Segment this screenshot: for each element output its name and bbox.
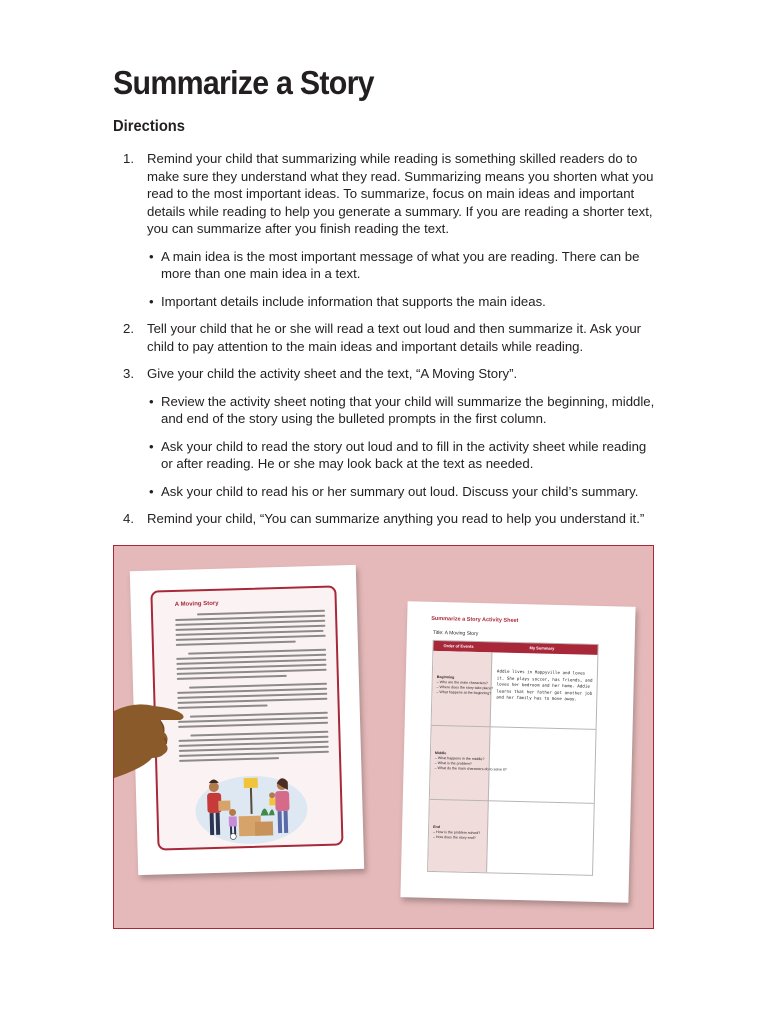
bullet-item [147,248,658,283]
prompt-line: – How does the story end? [432,834,476,840]
activity-sheet [400,601,635,902]
prompt-line: – How is the problem solved? [432,829,481,836]
pointing-hand-illustration [114,696,194,786]
text-line [178,722,328,728]
sheet-text-name: Title: A Moving Story [432,629,479,637]
prompt-line: – What do the main characters do to solve it? [434,765,507,772]
bullet-glyph: • [149,393,154,409]
text-line [179,751,329,757]
family-illustration [191,770,311,845]
bullet-text: A main idea is the most important message of what you are reading. There can be more than one main idea in a text. [161,248,640,281]
bullet-item [147,483,658,501]
step-text: Remind your child, “You can summarize anything you read to help you understand it.” [147,511,645,526]
bullet-glyph: • [149,248,154,264]
row-label: End [433,824,440,830]
step-2 [113,320,658,355]
bullet-glyph: • [149,438,154,454]
step-3 [113,365,658,383]
activity-illustration [113,545,654,929]
text-line [176,641,296,646]
column-header: My Summary [529,645,555,651]
step-text: Tell your child that he or she will read a text out loud and then summarize it. Ask your child to pay attention to the main ideas and important details while reading. [147,321,642,354]
bullet-item [147,393,658,428]
bullet-glyph: • [149,293,154,309]
sheet-title: Summarize a Story Activity Sheet [431,615,519,624]
text-line [179,757,279,762]
row-prompts [436,675,493,696]
text-line [177,698,327,704]
step-number: 1. [123,151,134,166]
prompt-line: – What happens in the middle? [434,755,485,762]
step-text: Remind your child that summarizing while reading is something skilled readers do to make sure they understand what they read. Summarizing means you shorten what you read to the most important ideas. To summarize, focus on main ideas and important details while reading to help you generate a summary. If you are reading a shorter text, you can summarize after you finish reading the text. [147,151,654,236]
bullet-glyph: • [149,483,154,499]
column-header: Order of Events [443,643,474,649]
bullet-item [147,293,658,311]
story-title: A Moving Story [174,600,219,608]
bullet-text: Important details include information that supports the main ideas. [161,293,546,309]
prompt-line: – Who are the main characters? [436,679,488,686]
handwritten-summary: Addie lives in Happyville and loves it. She plays soccer, has friends, and loves her bedroom and her home. Addie learns that her father got another job and her family has to move away. [496,668,593,702]
step-4 [113,510,658,528]
text-line [177,675,287,680]
step-number: 2. [123,321,134,336]
bullet-text: Ask your child to read the story out loud and to fill in the activity sheet while reading or after reading. He or she may look back at the text as needed. [161,438,647,471]
text-line [176,635,326,641]
bullet-text: Ask your child to read his or her summary out loud. Discuss your child’s summary. [161,483,639,499]
prompt-line: – Where does the story take place? [436,684,494,691]
summary-table [427,640,599,876]
text-line [177,669,327,675]
row-prompts [435,751,508,773]
prompt-line: – What is the problem? [434,760,472,766]
bullet-item [147,438,658,473]
step-text: Give your child the activity sheet and the text, “A Moving Story”. [147,366,518,381]
section-heading: Directions [113,118,185,135]
page-title: Summarize a Story [113,64,374,101]
row-label: Beginning [436,674,455,680]
step-1 [113,150,658,238]
row-prompts [433,825,481,841]
row-label: Middle [434,750,447,756]
bullet-text: Review the activity sheet noting that your child will summarize the beginning, middle, and end of the story using the bulleted prompts in the first column. [161,393,655,426]
directions-list [113,150,658,538]
step-number: 4. [123,511,134,526]
step-number: 3. [123,366,134,381]
prompt-line: – What happens at the beginning? [436,689,492,696]
